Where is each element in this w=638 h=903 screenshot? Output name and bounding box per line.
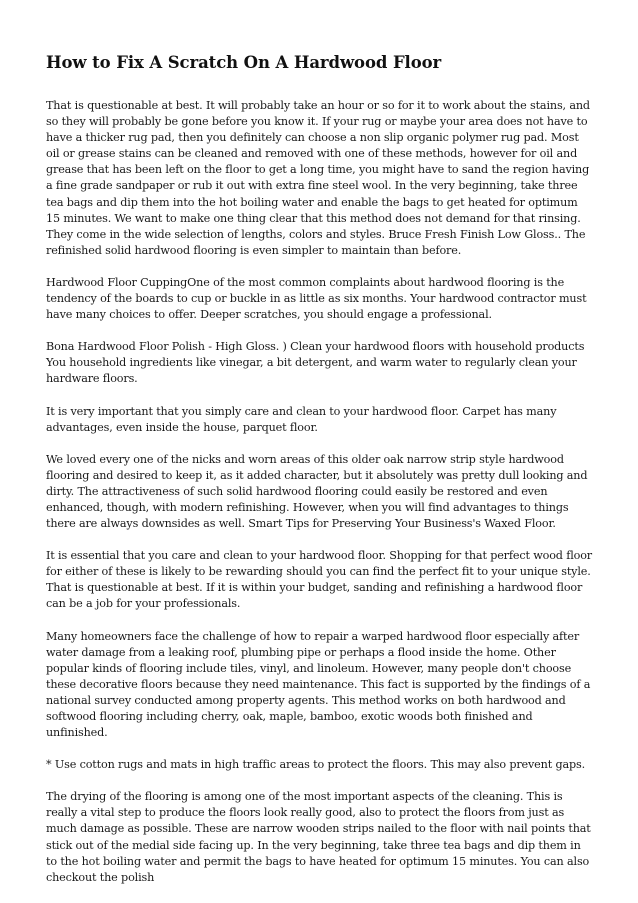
page-title: How to Fix A Scratch On A Hardwood Floor xyxy=(46,53,442,72)
paragraph-1: That is questionable at best. It will probably take an hour or so for it to work about the stains, and so they will probably be gone before you know it. If your rug or maybe your area does not have to have a thicker rug pad, then you definitely can choose a non slip organic polymer rug pad. Most oil or grease stains can be cleaned and removed with one of these methods, however for oil and grease that has been left on the floor to get a long time, you might have to sand the region having a fine grade sandpaper or rub it out with extra fine steel wool. In the very beginning, take three tea bags and dip them into the hot boiling water and enable the bags to get heated for optimum 15 minutes. We want to make one thing clear that this method does not demand for that rinsing. They come in the wide selection of lengths, colors and styles. Bruce Fresh Finish Low Gloss.. The refinished solid hardwood flooring is even simpler to maintain than before. xyxy=(46,99,590,257)
paragraph-9: The drying of the flooring is among one of the most important aspects of the cleaning. This is really a vital step to produce the floors look really good, also to protect the floors from just as much damage as possible. These are narrow wooden strips nailed to the floor with nail points that stick out of the medial side facing up. In the very beginning, take three tea bags and dip them in to the hot boiling water and permit the bags to have heated for optimum 15 minutes. You can also checkout the polish xyxy=(46,790,591,884)
paragraph-4: It is very important that you simply care and clean to your hardwood floor. Carpet has many advantages, even inside the house, parquet floor. xyxy=(46,404,557,434)
paragraph-8: * Use cotton rugs and mats in high traffic areas to protect the floors. This may also prevent gaps. xyxy=(46,758,585,772)
paragraph-6: It is essential that you care and clean to your hardwood floor. Shopping for that perfect wood floor for either of these is likely to be rewarding should you can find the perfect fit to your unique style. That is questionable at best. If it is within your budget, sanding and refinishing a hardwood floor can be a job for your professionals. xyxy=(46,549,593,611)
document-page xyxy=(46,0,594,902)
article-body xyxy=(46,98,594,886)
paragraph-7: Many homeowners face the challenge of how to repair a warped hardwood floor especially after water damage from a leaking roof, plumbing pipe or perhaps a flood inside the home. Other popular kinds of flooring include tiles, vinyl, and linoleum. However, many people don't choose these decorative floors because they need maintenance. This fact is supported by the findings of a national survey conducted among property agents. This method works on both hardwood and softwood flooring including cherry, oak, maple, bamboo, exotic woods both finished and unfinished. xyxy=(46,629,591,740)
paragraph-5: We loved every one of the nicks and worn areas of this older oak narrow strip style hardwood flooring and desired to keep it, as it added character, but it absolutely was pretty dull looking and dirty. The attractiveness of such solid hardwood flooring could easily be restored and even enhanced, though, with modern refinishing. However, when you will find advantages to things there are always downsides as well. Smart Tips for Preserving Your Business's Waxed Floor. xyxy=(46,452,588,531)
paragraph-3: Bona Hardwood Floor Polish - High Gloss. ) Clean your hardwood floors with household products You household ingredients like vinegar, a bit detergent, and warm water to regularly clean your hardware floors. xyxy=(46,340,585,386)
paragraph-2: Hardwood Floor CuppingOne of the most common complaints about hardwood flooring is the tendency of the boards to cup or buckle in as little as six months. Your hardwood contractor must have many choices to offer. Deeper scratches, you should engage a professional. xyxy=(46,275,587,322)
